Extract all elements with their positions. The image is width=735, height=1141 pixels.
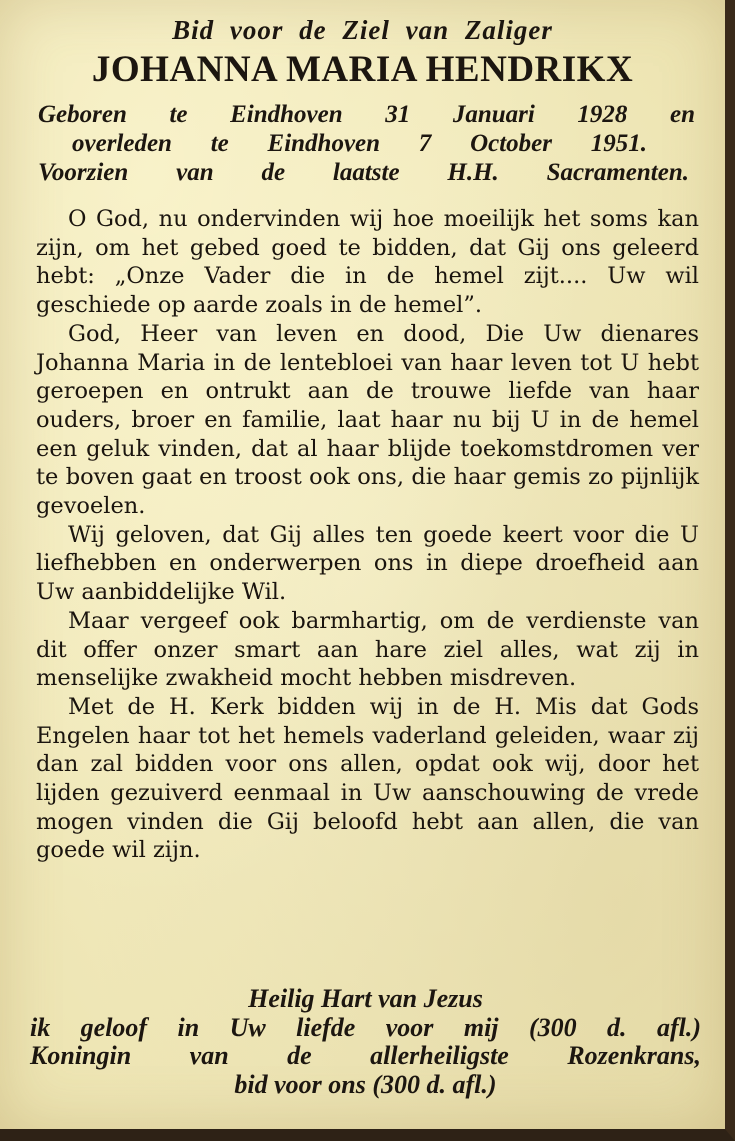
- prayer-paragraph-text: Met de H. Kerk bidden wij in de H. Mis dat Gods Engelen haar tot het hemels vaderland geleiden, waar zij dan zal bidden voor ons allen, opdat ook wij, door het lijden gezuiverd eenmaal in Uw aanschouwing de vrede mogen vinden die Gij beloofd hebt aan allen, die van goede wil zijn.: [36, 693, 699, 864]
- prayer-paragraph-text: Maar vergeef ook barmhartig, om de verdienste van dit offer onzer smart aan hare ziel alles, wat zij in menselijke zwakheid mocht hebben misdreven.: [36, 607, 699, 692]
- prayer-paragraph: [36, 693, 699, 865]
- card-subtitle: Bid voor de Ziel van Zaliger: [172, 15, 553, 45]
- date-line-born: Geboren te Eindhoven 31 Januari 1928 en: [38, 101, 695, 128]
- prayer-paragraph-text: O God, nu ondervinden wij hoe moeilijk het soms kan zijn, om het gebed goed te bidden, dat Gij ons geleerd hebt: „Onze Vader die in de hemel zijt.... Uw wil geschiede op aarde zoals in de hemel”.: [36, 206, 699, 319]
- invocation-line: Heilig Hart van Jezus: [248, 984, 483, 1013]
- date-line-sacraments: Voorzien van de laatste H.H. Sacramenten.: [38, 159, 689, 186]
- invocation-line: ik geloof in Uw liefde voor mij (300 d. afl.): [30, 1012, 701, 1042]
- closing-invocations: [30, 985, 701, 1099]
- prayer-paragraph: [36, 205, 699, 320]
- prayer-paragraph: [36, 521, 699, 607]
- deceased-name: JOHANNA MARIA HENDRIKX: [91, 49, 634, 90]
- prayer-paragraph: [36, 607, 699, 693]
- prayer-text: [36, 205, 699, 865]
- date-line-died: overleden te Eindhoven 7 October 1951.: [72, 130, 647, 157]
- birth-death-dates: [38, 100, 695, 187]
- prayer-paragraph: [36, 320, 699, 521]
- invocation-line: Koningin van de allerheiligste Rozenkrans,: [30, 1041, 701, 1070]
- prayer-paragraph-text: God, Heer van leven en dood, Die Uw dienares Johanna Maria in de lentebloei van haar leven tot U hebt geroepen en ontrukt aan de trouwe liefde van haar ouders, broer en familie, laat haar nu bij U in de hemel een geluk vinden, dat al haar blijde toekomstdromen ver te boven gaat en troost ook ons, die haar gemis zo pijnlijk gevoelen.: [36, 320, 699, 520]
- invocation-line: bid voor ons (300 d. afl.): [234, 1069, 497, 1099]
- card-header: [0, 12, 725, 92]
- prayer-paragraph-text: Wij geloven, dat Gij alles ten goede keert voor die U liefhebben en onderwerpen ons in diepe droefheid aan Uw aanbiddelijke Wil.: [36, 521, 699, 606]
